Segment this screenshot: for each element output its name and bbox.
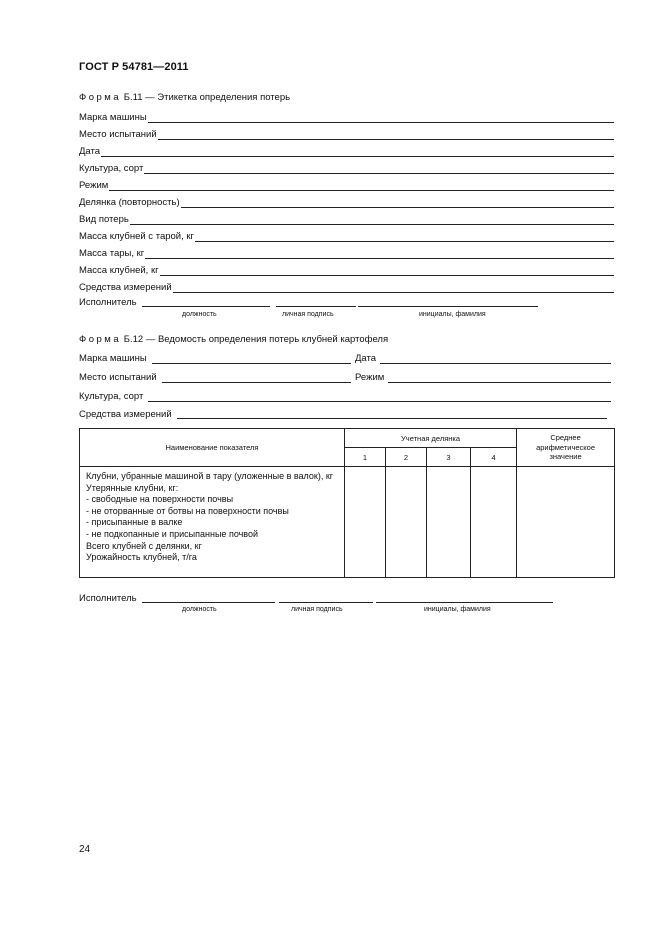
form-12-name-line[interactable] <box>376 602 553 603</box>
form-11-field-row <box>79 213 614 225</box>
form-11-field-line[interactable] <box>158 129 614 140</box>
form-11-field-label: Место испытаний <box>79 129 157 140</box>
form-11-field-row <box>79 179 614 191</box>
form-12-title-text: Б.12 — Ведомость определения потерь клубней картофеля <box>123 334 389 345</box>
form-11-field-line[interactable] <box>109 180 614 191</box>
plot-number-1: 1 <box>345 448 386 467</box>
form-11-field-line[interactable] <box>130 214 614 225</box>
indicator-row: - свободные на поверхности почвы <box>86 494 234 505</box>
form-11-field-line[interactable] <box>101 146 614 157</box>
form-12-instruments-line[interactable] <box>177 418 607 419</box>
form-11-field-row <box>79 264 614 276</box>
indicator-row: - не оторванные от ботвы на поверхности почвы <box>86 505 289 516</box>
form-12-date-label: Дата <box>355 353 377 364</box>
form-11-signature-line[interactable] <box>276 306 356 307</box>
form-12-caption-signature: личная подпись <box>291 606 343 613</box>
document-header: ГОСТ Р 54781—2011 <box>79 61 189 73</box>
plot-2-value-cell[interactable] <box>386 467 427 578</box>
form-12-signature-line[interactable] <box>279 602 373 603</box>
form-11-field-line[interactable] <box>148 112 614 123</box>
indicator-list <box>80 467 345 578</box>
form-11-field-row <box>79 196 614 208</box>
form-12-executor-label: Исполнитель <box>79 593 137 604</box>
form-12-crop-line[interactable] <box>148 401 611 402</box>
form-11-caption-position: должность <box>182 311 217 318</box>
form-11-field-line[interactable] <box>181 197 614 208</box>
form-11-title-text: Б.11 — Этикетка определения потерь <box>123 92 291 103</box>
form-word: Форма <box>79 334 122 345</box>
form-12-position-line[interactable] <box>142 602 275 603</box>
form-11-field-row <box>79 247 614 259</box>
form-11-field-row <box>79 145 614 157</box>
mean-value-cell[interactable] <box>517 467 615 578</box>
col-header-plot: Учетная делянка <box>345 429 517 448</box>
form-11-field-label: Культура, сорт <box>79 163 144 174</box>
form-11-executor-label: Исполнитель <box>79 297 137 308</box>
indicator-row: Утерянные клубни, кг: <box>86 482 179 493</box>
form-12-brand-line[interactable] <box>152 363 351 364</box>
form-11-field-line[interactable] <box>173 282 614 293</box>
indicator-row: - присыпанные в валке <box>86 517 183 528</box>
form-12-place-line[interactable] <box>162 382 351 383</box>
form-11-field-label: Режим <box>79 180 109 191</box>
form-11-field-label: Масса клубней с тарой, кг <box>79 231 194 242</box>
indicator-row: Клубни, убранные машиной в тару (уложенные в валок), кг <box>86 471 334 481</box>
plot-number-3: 3 <box>427 448 471 467</box>
plot-1-value-cell[interactable] <box>345 467 386 578</box>
form-11-field-row <box>79 111 614 123</box>
form-11-field-row <box>79 230 614 242</box>
form-12-instruments-label: Средства измерений <box>79 409 172 420</box>
form-11-caption-name: инициалы, фамилия <box>419 311 486 318</box>
form-11-field-label: Масса клубней, кг <box>79 265 159 276</box>
plot-number-2: 2 <box>386 448 427 467</box>
indicator-row: - не подкопанные и присыпанные почвой <box>86 528 259 539</box>
form-12-date-line[interactable] <box>380 363 611 364</box>
form-12-caption-position: должность <box>182 606 217 613</box>
form-11-field-label: Масса тары, кг <box>79 248 145 259</box>
form-11-field-label: Вид потерь <box>79 214 129 225</box>
form-12-mode-label: Режим <box>355 372 385 383</box>
col-header-indicator: Наименование показателя <box>80 429 345 467</box>
form-11-name-line[interactable] <box>358 306 538 307</box>
form-12-title <box>79 334 388 345</box>
form-11-field-row <box>79 281 614 293</box>
form-11-field-line[interactable] <box>195 231 614 242</box>
form-11-field-line[interactable] <box>144 163 614 174</box>
form-11-field-line[interactable] <box>160 265 614 276</box>
form-12-mode-line[interactable] <box>388 382 611 383</box>
form-11-field-row <box>79 128 614 140</box>
form-11-field-line[interactable] <box>145 248 614 259</box>
form-11-position-line[interactable] <box>142 306 270 307</box>
form-11-field-label: Делянка (повторность) <box>79 197 180 208</box>
page-number: 24 <box>79 844 91 855</box>
form-12-brand-label: Марка машины <box>79 353 147 364</box>
form-12-caption-name: инициалы, фамилия <box>424 606 491 613</box>
form-11-field-label: Марка машины <box>79 112 147 123</box>
form-11-caption-signature: личная подпись <box>282 311 334 318</box>
form-11-field-label: Дата <box>79 146 101 157</box>
col-header-mean: Среднее арифметическое значение <box>517 429 615 467</box>
plot-number-4: 4 <box>471 448 517 467</box>
form-12-crop-label: Культура, сорт <box>79 391 144 402</box>
form-12-place-label: Место испытаний <box>79 372 157 383</box>
plot-3-value-cell[interactable] <box>427 467 471 578</box>
indicator-row: Урожайность клубней, т/га <box>86 552 197 563</box>
form-11-field-label: Средства измерений <box>79 282 172 293</box>
losses-table <box>79 428 615 578</box>
plot-4-value-cell[interactable] <box>471 467 517 578</box>
indicator-row: Всего клубней с делянки, кг <box>86 540 202 551</box>
form-11-field-row <box>79 162 614 174</box>
form-word: Форма <box>79 92 122 103</box>
form-11-title <box>79 92 290 103</box>
